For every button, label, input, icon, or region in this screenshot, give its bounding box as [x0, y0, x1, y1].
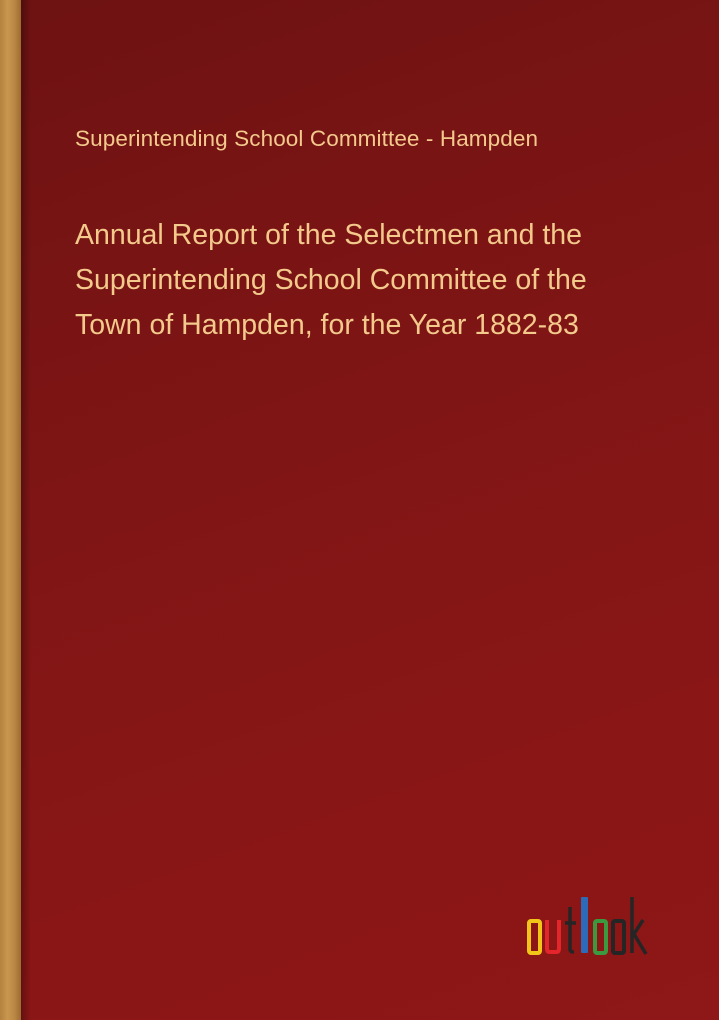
- logo-letter-k: [632, 897, 646, 954]
- logo-letter-o1: [529, 921, 540, 953]
- outlook-publisher-logo: [526, 893, 654, 957]
- logo-letter-o3: [613, 921, 624, 953]
- title-line-2: Superintending School Committee of the: [75, 264, 587, 296]
- cover-spine: [0, 0, 21, 1020]
- logo-letter-t: [565, 907, 576, 952]
- logo-letter-u: [547, 920, 559, 952]
- title-line-1: Annual Report of the Selectmen and the: [75, 219, 583, 251]
- logo-letter-o2: [595, 921, 606, 953]
- title-line-3: Town of Hampden, for the Year 1882-83: [75, 309, 579, 341]
- author-line: Superintending School Committee - Hampden: [75, 126, 539, 151]
- spine-shadow: [21, 0, 31, 1020]
- book-title: [75, 213, 695, 348]
- logo-letter-l: [581, 897, 588, 953]
